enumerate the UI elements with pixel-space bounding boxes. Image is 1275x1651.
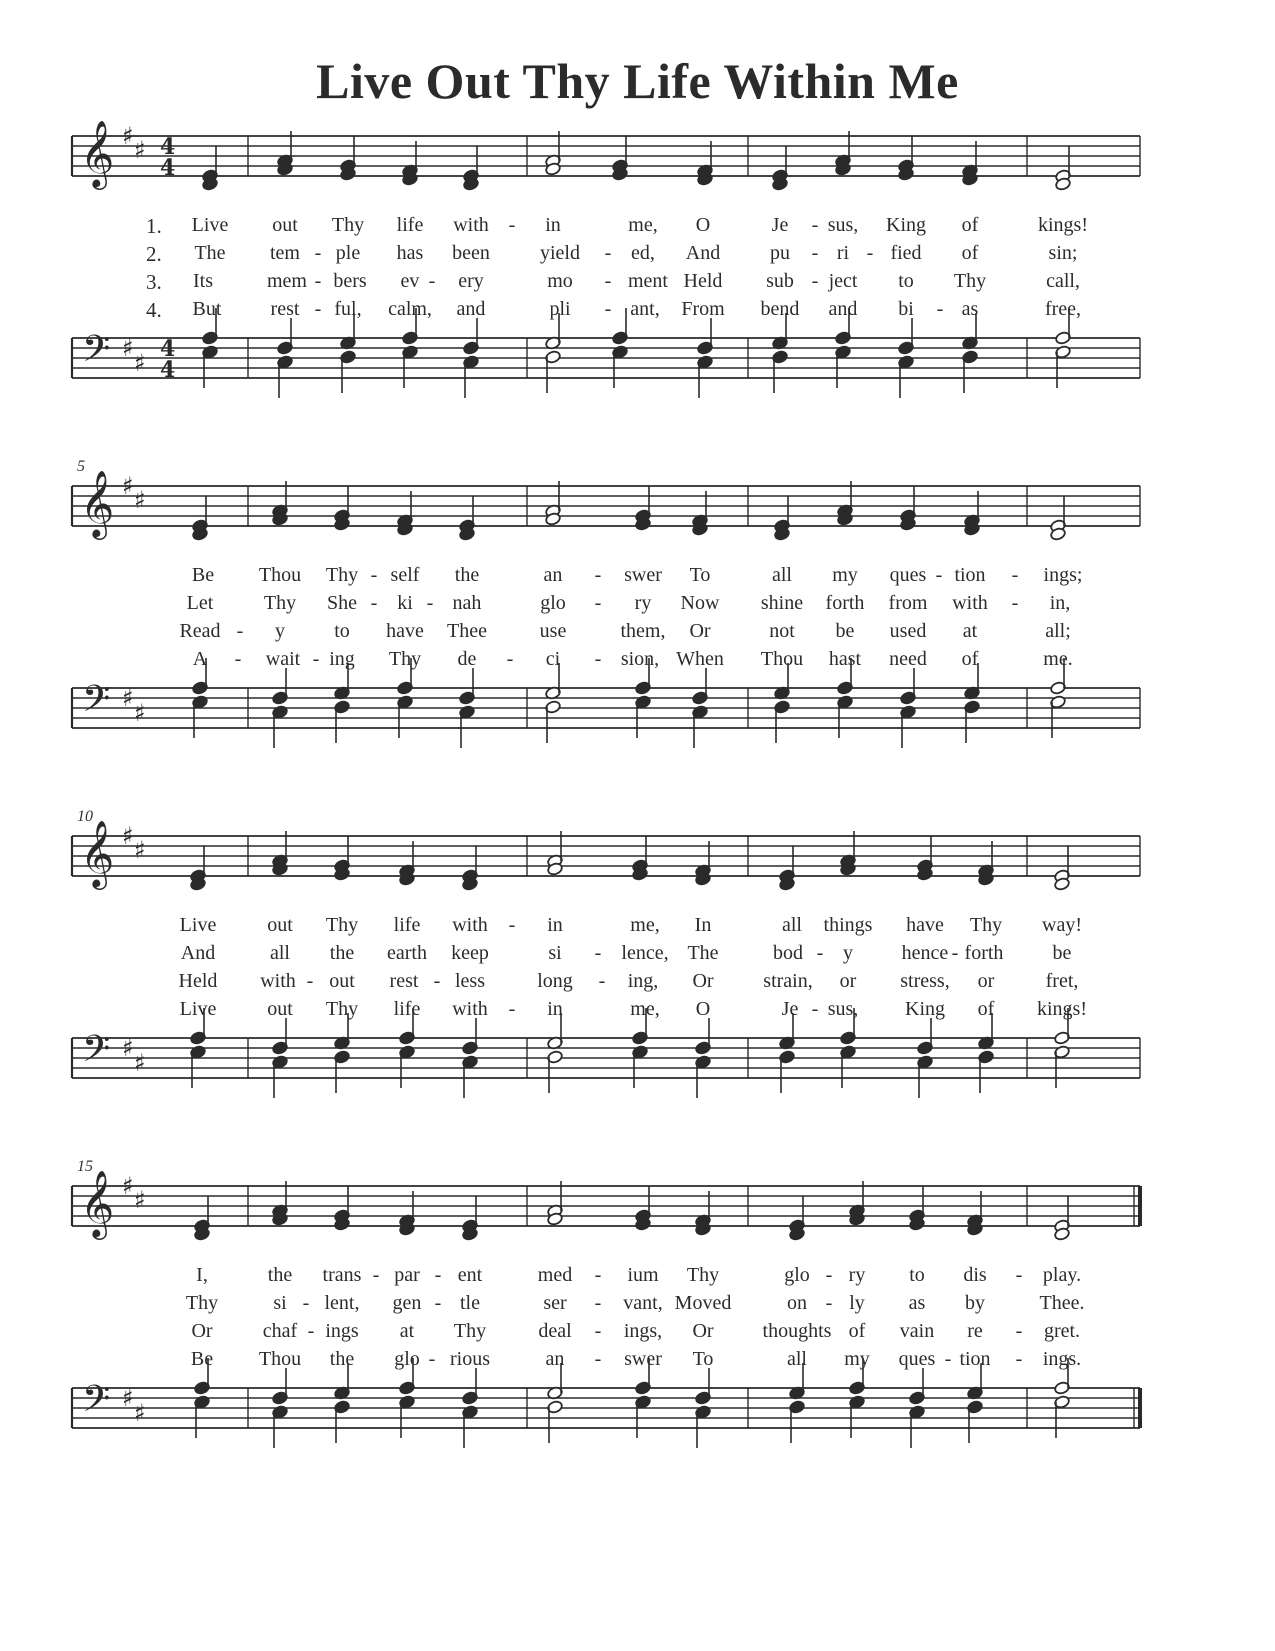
lyric-syllable: ject [828,270,858,292]
syllable-hyphen: - [825,1292,833,1314]
lyric-syllable: mo [547,270,573,292]
syllable-hyphen: - [604,270,612,292]
syllable-hyphen: - [811,998,819,1020]
syllable-hyphen: - [506,648,514,670]
lyric-syllable: sub [766,270,794,292]
lyric-syllable: In [694,914,712,936]
lyric-syllable: ent [457,1264,483,1286]
lyric-syllable: ques [889,564,927,586]
lyric-syllable: kings! [1037,998,1087,1020]
lyric-syllable: vant, [623,1292,663,1314]
lyric-syllable: Thy [263,592,297,614]
verse-number: 1. [146,214,162,238]
syllable-hyphen: - [434,1292,442,1314]
lyric-syllable: y [275,620,285,642]
svg-text:4: 4 [160,134,176,160]
lyric-syllable: From [681,298,725,320]
lyric-syllable: Thee [447,620,487,642]
lyric-syllable: A [192,648,208,670]
syllable-hyphen: - [1015,1264,1023,1286]
lyric-syllable: by [965,1292,985,1314]
svg-text:4: 4 [160,336,176,362]
measure-number: 5 [77,458,85,475]
lyric-syllable: of [961,242,979,264]
lyric-syllable: med [537,1264,573,1286]
lyric-syllable: Je [771,214,789,236]
lyric-syllable: bend [760,298,800,320]
lyric-syllable: Or [692,970,714,992]
lyric-syllable: And [180,942,216,964]
lyric-syllable: Let [186,592,214,614]
lyric-line-verse-4 [0,1348,1275,1374]
lyric-syllable: Or [692,1320,714,1342]
lyric-syllable: me, [628,214,658,236]
lyric-syllable: The [687,942,719,964]
svg-text:4: 4 [160,155,176,181]
lyric-syllable: rest [389,970,419,992]
lyric-syllable: be [835,620,855,642]
syllable-hyphen: - [594,942,602,964]
lyric-syllable: de [457,648,477,670]
svg-text:♯: ♯ [122,1172,134,1200]
lyric-syllable: has [396,242,424,264]
lyric-syllable: with [452,998,488,1020]
lyric-syllable: long [537,970,573,992]
lyric-syllable: ser [543,1292,567,1314]
lyric-syllable: sion, [620,648,660,670]
lyric-syllable: my [844,1348,870,1370]
lyric-syllable: To [692,1348,714,1370]
syllable-hyphen: - [314,270,322,292]
lyric-syllable: O [695,998,711,1020]
lyric-syllable: swer [624,564,662,586]
syllable-hyphen: - [594,1264,602,1286]
lyric-syllable: King [905,998,945,1020]
lyric-syllable: self [390,564,420,586]
verse-number: 2. [146,242,162,266]
lyric-syllable: Thy [686,1264,720,1286]
lyric-syllable: life [396,214,424,236]
syllable-hyphen: - [866,242,874,264]
lyric-syllable: of [977,998,995,1020]
syllable-hyphen: - [825,1264,833,1286]
lyric-syllable: of [961,214,979,236]
lyric-syllable: ing, [627,970,659,992]
lyric-syllable: deal [538,1320,572,1342]
lyric-syllable: earth [387,942,427,964]
lyric-syllable: glo [540,592,566,614]
syllable-hyphen: - [594,592,602,614]
syllable-hyphen: - [594,1320,602,1342]
lyric-syllable: all [270,942,290,964]
lyric-syllable: in [545,214,561,236]
lyric-syllable: Read [179,620,221,642]
lyric-syllable: of [848,1320,866,1342]
svg-text:𝄞: 𝄞 [80,1169,115,1237]
lyric-syllable: thoughts [762,1320,832,1342]
lyric-syllable: Live [191,214,229,236]
lyric-syllable: Held [178,970,218,992]
syllable-hyphen: - [594,648,602,670]
lyric-syllable: be [1052,942,1072,964]
lyric-syllable: not [769,620,795,642]
lyric-syllable: at [399,1320,415,1342]
lyric-syllable: trans [322,1264,362,1286]
lyric-syllable: me, [630,914,660,936]
measure-number: 10 [77,808,93,825]
lyric-syllable: Or [689,620,711,642]
lyric-syllable: the [329,1348,355,1370]
lyric-syllable: I, [196,1264,208,1286]
lyric-syllable: my [832,564,858,586]
svg-text:𝄞: 𝄞 [80,469,115,537]
lyric-syllable: kings! [1038,214,1088,236]
syllable-hyphen: - [434,1264,442,1286]
syllable-hyphen: - [1015,1320,1023,1342]
lyric-syllable: tle [460,1292,480,1314]
lyric-syllable: ery [458,270,484,292]
svg-text:♯: ♯ [122,1384,134,1412]
svg-text:♯: ♯ [134,136,146,164]
lyric-syllable: call, [1046,270,1080,292]
lyric-syllable: fied [890,242,922,264]
lyric-syllable: mem [267,270,307,292]
lyric-syllable: nah [452,592,482,614]
lyric-syllable: all [772,564,792,586]
lyric-syllable: ings, [623,1320,663,1342]
syllable-hyphen: - [236,620,244,642]
lyric-syllable: all; [1045,620,1071,642]
lyric-syllable: pli [549,298,571,320]
lyric-syllable: at [962,620,978,642]
syllable-hyphen: - [1011,564,1019,586]
lyric-syllable: par [394,1264,420,1286]
syllable-hyphen: - [951,942,959,964]
svg-text:𝄢: 𝄢 [82,1378,111,1429]
lyric-syllable: things [823,914,873,936]
syllable-hyphen: - [428,1348,436,1370]
lyric-syllable: rious [450,1348,490,1370]
lyric-syllable: out [329,970,355,992]
syllable-hyphen: - [314,298,322,320]
lyric-syllable: Thy [325,998,359,1020]
lyric-syllable: in, [1049,592,1071,614]
lyric-syllable: ly [849,1292,865,1314]
svg-text:♯: ♯ [134,1049,146,1077]
lyric-syllable: on [787,1292,807,1314]
svg-text:♯: ♯ [122,334,134,362]
lyric-syllable: hence [901,942,949,964]
lyric-syllable: out [267,998,293,1020]
syllable-hyphen: - [1015,1348,1023,1370]
lyric-syllable: When [676,648,724,670]
lyric-syllable: To [689,564,711,586]
lyric-syllable: out [267,914,293,936]
lyric-syllable: free, [1044,298,1082,320]
lyric-syllable: wait [265,648,301,670]
verse-number: 3. [146,270,162,294]
lyric-syllable: Thy [331,214,365,236]
lyric-syllable: fret, [1045,970,1079,992]
syllable-hyphen: - [314,242,322,264]
syllable-hyphen: - [302,1292,310,1314]
svg-text:♯: ♯ [122,684,134,712]
syllable-hyphen: - [811,270,819,292]
lyric-syllable: chaf [262,1320,298,1342]
syllable-hyphen: - [604,298,612,320]
syllable-hyphen: - [508,998,516,1020]
lyric-syllable: with [453,214,489,236]
lyric-syllable: sus, [827,214,859,236]
lyric-syllable: King [886,214,926,236]
lyric-syllable: or [977,970,995,992]
lyric-syllable: tion [959,1348,991,1370]
syllable-hyphen: - [428,270,436,292]
lyric-syllable: ant, [630,298,660,320]
syllable-hyphen: - [944,1348,952,1370]
lyric-syllable: and [828,298,858,320]
lyric-line-verse-2 [0,1292,1275,1318]
lyric-syllable: an [545,1348,565,1370]
lyric-syllable: ple [335,242,361,264]
verse-number: 4. [146,298,162,322]
lyric-syllable: the [267,1264,293,1286]
lyric-syllable: Its [193,270,213,292]
lyric-syllable: pu [770,242,790,264]
lyric-syllable: Live [179,914,217,936]
lyric-syllable: swer [624,1348,662,1370]
lyric-syllable: ful, [334,298,362,320]
lyric-syllable: hast [828,648,862,670]
lyric-syllable: But [192,298,222,320]
lyric-syllable: ry [848,1264,866,1286]
lyric-syllable: with [952,592,988,614]
lyric-syllable: tem [270,242,300,264]
lyric-syllable: Thou [258,1348,302,1370]
syllable-hyphen: - [598,970,606,992]
lyric-syllable: stress, [900,970,950,992]
syllable-hyphen: - [426,592,434,614]
syllable-hyphen: - [372,1264,380,1286]
lyric-syllable: Thy [325,914,359,936]
lyric-syllable: Now [680,592,720,614]
syllable-hyphen: - [370,592,378,614]
svg-text:♯: ♯ [122,822,134,850]
lyric-syllable: tion [954,564,986,586]
lyric-syllable: Thy [185,1292,219,1314]
lyric-syllable: of [961,648,979,670]
svg-text:𝄢: 𝄢 [82,678,111,729]
syllable-hyphen: - [594,1292,602,1314]
lyric-syllable: strain, [763,970,813,992]
lyric-syllable: as [908,1292,926,1314]
lyric-syllable: Thy [325,564,359,586]
lyric-syllable: them, [620,620,666,642]
lyric-syllable: need [889,648,927,670]
lyric-syllable: Thee. [1039,1292,1085,1314]
lyric-syllable: O [695,214,711,236]
lyric-syllable: ings [325,1320,359,1342]
lyric-syllable: to [334,620,350,642]
lyric-syllable: ings; [1043,564,1083,586]
svg-text:♯: ♯ [134,836,146,864]
lyric-syllable: dis [963,1264,987,1286]
syllable-hyphen: - [508,914,516,936]
lyric-syllable: shine [760,592,804,614]
lyric-syllable: in [547,998,563,1020]
svg-text:𝄢: 𝄢 [82,1028,111,1079]
lyric-syllable: with [452,914,488,936]
lyric-syllable: bod [773,942,803,964]
syllable-hyphen: - [604,242,612,264]
lyric-syllable: Or [191,1320,213,1342]
lyric-syllable: ri [836,242,850,264]
lyric-syllable: in [547,914,563,936]
lyric-line-verse-3 [0,1320,1275,1346]
svg-text:♯: ♯ [122,122,134,150]
syllable-hyphen: - [811,214,819,236]
syllable-hyphen: - [370,564,378,586]
syllable-hyphen: - [312,648,320,670]
lyric-syllable: The [194,242,226,264]
lyric-syllable: lent, [324,1292,360,1314]
syllable-hyphen: - [594,564,602,586]
lyric-syllable: me. [1043,648,1073,670]
svg-text:4: 4 [160,357,176,383]
lyric-syllable: Thy [969,914,1003,936]
lyric-syllable: have [386,620,424,642]
lyric-syllable: life [393,914,421,936]
svg-text:𝄞: 𝄞 [80,119,115,187]
lyric-syllable: ki [397,592,413,614]
lyric-syllable: Be [190,1348,214,1370]
lyric-syllable: out [272,214,298,236]
lyric-syllable: been [452,242,490,264]
lyric-syllable: play. [1042,1264,1082,1286]
lyric-syllable: Thou [258,564,302,586]
syllable-hyphen: - [594,1348,602,1370]
svg-text:♯: ♯ [122,472,134,500]
lyric-syllable: Live [179,998,217,1020]
lyric-syllable: gret. [1043,1320,1081,1342]
lyric-syllable: all [782,914,802,936]
svg-text:♯: ♯ [134,486,146,514]
lyric-syllable: glo [394,1348,420,1370]
lyric-syllable: glo [784,1264,810,1286]
lyric-syllable: the [454,564,480,586]
hymn-title: Live Out Thy Life Within Me [316,53,959,109]
lyric-syllable: as [961,298,979,320]
syllable-hyphen: - [936,298,944,320]
lyric-syllable: Thy [453,1320,487,1342]
lyric-syllable: an [543,564,563,586]
lyric-syllable: rest [270,298,300,320]
lyric-syllable: have [906,914,944,936]
lyric-syllable: or [839,970,857,992]
lyric-syllable: vain [899,1320,935,1342]
lyric-syllable: calm, [388,298,432,320]
lyric-syllable: si [273,1292,287,1314]
syllable-hyphen: - [306,970,314,992]
lyric-syllable: Thy [953,270,987,292]
lyric-syllable: ium [627,1264,659,1286]
svg-text:♯: ♯ [134,1186,146,1214]
syllable-hyphen: - [816,942,824,964]
lyric-syllable: gen [392,1292,422,1314]
lyric-syllable: ed, [631,242,655,264]
lyric-syllable: Moved [674,1292,732,1314]
lyric-syllable: all [787,1348,807,1370]
lyric-syllable: ing [329,648,355,670]
lyric-syllable: keep [451,942,489,964]
lyric-syllable: y [843,942,853,964]
lyric-syllable: Je [781,998,799,1020]
lyric-syllable: lence, [621,942,669,964]
lyric-syllable: yield [540,242,580,264]
lyric-syllable: me, [630,998,660,1020]
lyric-syllable: Held [683,270,723,292]
lyric-syllable: with [260,970,296,992]
lyric-syllable: ci [545,648,561,670]
lyric-syllable: Thou [760,648,804,670]
lyric-syllable: bers [333,270,367,292]
lyric-syllable: She [327,592,357,614]
lyric-syllable: less [455,970,485,992]
lyric-syllable: re [967,1320,983,1342]
lyric-syllable: ev [400,270,420,292]
lyric-syllable: ques [898,1348,936,1370]
svg-text:♯: ♯ [122,1034,134,1062]
syllable-hyphen: - [234,648,242,670]
lyric-syllable: the [329,942,355,964]
lyric-syllable: life [393,998,421,1020]
syllable-hyphen: - [935,564,943,586]
svg-text:♯: ♯ [134,1399,146,1427]
measure-number: 15 [77,1158,93,1175]
lyric-syllable: si [548,942,562,964]
syllable-hyphen: - [1011,592,1019,614]
lyric-syllable: sus, [827,998,859,1020]
svg-text:♯: ♯ [134,699,146,727]
lyric-syllable: sin; [1048,242,1078,264]
syllable-hyphen: - [307,1320,315,1342]
lyric-syllable: ings. [1042,1348,1082,1370]
lyric-line-verse-1 [0,1264,1275,1290]
lyric-syllable: from [888,592,928,614]
lyric-syllable: way! [1042,914,1082,936]
syllable-hyphen: - [433,970,441,992]
lyric-syllable: and [456,298,486,320]
svg-text:𝄢: 𝄢 [82,328,111,379]
syllable-hyphen: - [811,242,819,264]
lyric-syllable: bi [898,298,914,320]
lyric-syllable: ry [634,592,652,614]
lyric-syllable: used [889,620,927,642]
syllable-hyphen: - [508,214,516,236]
lyric-syllable: to [898,270,914,292]
lyric-syllable: forth [964,942,1004,964]
svg-text:𝄞: 𝄞 [80,819,115,887]
lyric-syllable: ment [628,270,668,292]
lyric-syllable: And [685,242,721,264]
lyric-syllable: Be [191,564,215,586]
lyric-syllable: Thy [388,648,422,670]
lyric-syllable: use [539,620,567,642]
lyric-syllable: to [909,1264,925,1286]
svg-text:♯: ♯ [134,349,146,377]
lyric-syllable: forth [825,592,865,614]
